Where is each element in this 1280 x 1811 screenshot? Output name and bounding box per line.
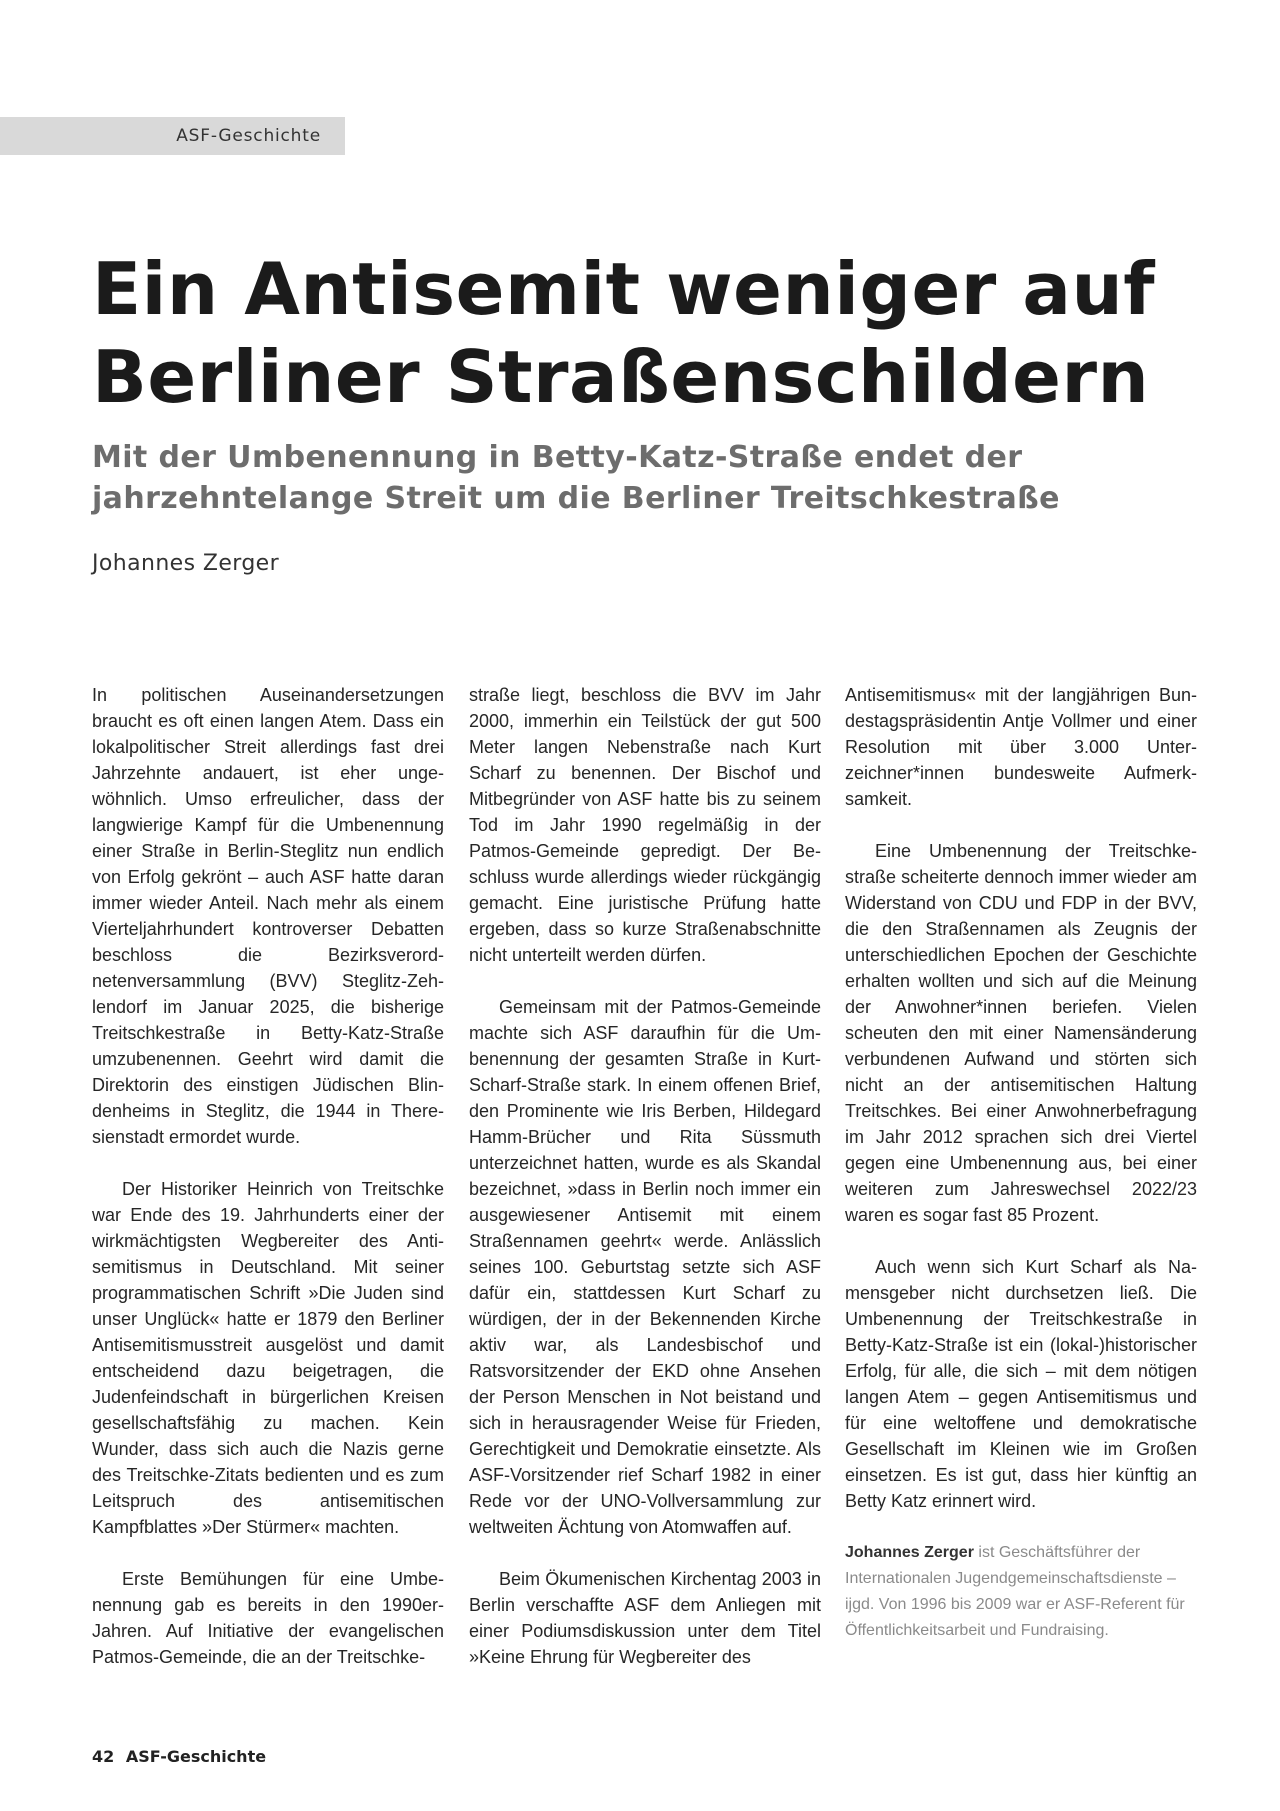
paragraph: Eine Umbenennung der Treitschkestraße scheiterte dennoch immer wieder am Widerstand von CDU und FDP in der BVV, die den Straßennamen als Zeugnis der unterschiedlichen Epochen der Geschichte erhalten wollten und sich auf die Meinung der Anwohner*innen beriefen. Vielen scheuten den mit einer Namensänderung verbundenen Aufwand und störten sich nicht an der antisemitischen Haltung Treitschkes. Bei einer Anwohnerbefragung im Jahr 2012 sprachen sich drei Viertel gegen eine Umbenennung aus, bei einer weiteren zum Jahreswechsel 2022/23 waren es sogar fast 85 Prozent. <box>845 841 1197 1225</box>
author-bio-name: Johannes Zerger <box>845 1544 974 1561</box>
section-tab-label: ASF-Geschichte <box>176 126 321 146</box>
paragraph: Der Historiker Heinrich von Treitschke war Ende des 19. Jahrhunderts einer der wirkmächtigsten Wegbereiter des Antisemitismus in Deutschland. Mit seiner programmatischen Schrift »Die Juden sind unser Unglück« hatte er 1879 den Berliner Antisemitismusstreit ausgelöst und damit entscheidend dazu beigetragen, die Judenfeindschaft in bürgerlichen Kreisen gesellschaftsfähig zu machen. Kein Wunder, dass sich auch die Nazis gerne des Treitschke-Zitats bedienten und es zum Leitspruch des antisemitischen Kampfblattes »Der Stürmer« machten. <box>92 1179 444 1537</box>
paragraph: In politischen Auseinandersetzungen braucht es oft einen langen Atem. Dass ein lokalpolitischer Streit allerdings fast drei Jahrzehnte andauert, ist eher ungewöhnlich. Umso erfreulicher, dass der langwierige Kampf für die Umbenennung einer Straße in Berlin-Steglitz nun endlich von Erfolg gekrönt – auch ASF hatte daran immer wieder Anteil. Nach mehr als einem Vierteljahrhundert kontroverser Debatten beschloss die Bezirksverordnetenversammlung (BVV) Steglitz-Zehlendorf im Januar 2025, die bisherige Treitschkestraße in Betty-Katz-Straße umzubenennen. Geehrt wird damit die Direktorin des einstigen Jüdischen Blindenheims in Steglitz, die 1944 in Theresienstadt ermordet wurde. <box>92 685 444 1147</box>
article-subtitle <box>92 437 1192 519</box>
article-column-3 <box>845 682 1197 1644</box>
page-footer <box>92 1747 266 1766</box>
paragraph: Beim Ökumenischen Kirchentag 2003 in Berlin verschaffte ASF dem Anliegen mit einer Podiumsdiskussion unter dem Titel »Keine Ehrung für Wegbereiter des <box>469 1569 821 1667</box>
paragraph: Auch wenn sich Kurt Scharf als Namensgeber nicht durchsetzen ließ. Die Umbenennung der Treitschkestraße in Betty-Katz-Straße ist ein (lokal-)historischer Erfolg, für alle, die sich – mit dem nötigen langen Atem – gegen Antisemitismus und für eine weltoffene und demokratische Gesellschaft im Kleinen wie im Großen einsetzen. Es ist gut, dass hier künftig an Betty Katz erinnert wird. <box>845 1257 1197 1511</box>
section-tab <box>0 117 345 155</box>
article-subtitle-line-2: jahrzehntelange Streit um die Berliner Treitschkestraße <box>92 481 1060 516</box>
article-column-2 <box>469 682 821 1670</box>
author-bio <box>845 1540 1197 1644</box>
paragraph: Antisemitismus« mit der langjährigen Bundestagspräsidentin Antje Vollmer und einer Resolution mit über 3.000 Unterzeichner*innen bundesweite Aufmerksamkeit. <box>845 685 1197 809</box>
article-subtitle-line-1: Mit der Umbenennung in Betty-Katz-Straße endet der <box>92 440 1023 475</box>
paragraph: straße liegt, beschloss die BVV im Jahr 2000, immerhin ein Teilstück der gut 500 Meter langen Nebenstraße nach Kurt Scharf zu benennen. Der Bischof und Mitbegründer von ASF hatte bis zu seinem Tod im Jahr 1990 regelmäßig in der Patmos-Gemeinde gepredigt. Der Beschluss wurde allerdings wieder rückgängig gemacht. Eine juristische Prüfung hatte ergeben, dass so kurze Straßenabschnitte nicht unterteilt werden dürfen. <box>469 685 821 965</box>
page-number: 42 <box>92 1747 115 1766</box>
paragraph: Gemeinsam mit der Patmos-Gemeinde machte sich ASF daraufhin für die Umbenennung der gesamten Straße in Kurt-Scharf-Straße stark. In einem offenen Brief, den Prominente wie Iris Berben, Hildegard Hamm-Brücher und Rita Süssmuth unterzeichnet hatten, wurde es als Skandal bezeichnet, »dass in Berlin noch immer ein ausgewiesener Antisemit mit einem Straßennamen geehrt« werde. Anlässlich seines 100. Geburtstag setzte sich ASF dafür ein, stattdessen Kurt Scharf zu würdigen, der in der Bekennenden Kirche aktiv war, als Landesbischof und Ratsvorsitzender der EKD ohne Ansehen der Person Menschen in Not beistand und sich in herausragender Weise für Frieden, Gerechtigkeit und Demokratie einsetzte. Als ASF-Vorsitzender rief Scharf 1982 in einer Rede vor der UNO-Vollversammlung zur weltweiten Ächtung von Atomwaffen auf. <box>469 997 821 1537</box>
article-column-1 <box>92 682 444 1670</box>
article-title-line-2: Berliner Straßenschildern <box>92 335 1150 419</box>
author-bio-text: ist Geschäftsführer der Internationalen Jugendgemeinschaftsdienste – ijgd. Von 1996 bis 2009 war er ASF-Referent für Öffentlichkeitsarbeit und Fundraising. <box>845 1544 1185 1639</box>
article-title <box>92 245 1212 421</box>
footer-section-label: ASF-Geschichte <box>125 1747 267 1766</box>
author-byline: Johannes Zerger <box>92 551 280 576</box>
paragraph: Erste Bemühungen für eine Umbenennung gab es bereits in den 1990er-Jahren. Auf Initiative der evangelischen Patmos-Gemeinde, die an der Treitschke- <box>92 1569 444 1667</box>
article-title-line-1: Ein Antisemit weniger auf <box>92 247 1156 331</box>
